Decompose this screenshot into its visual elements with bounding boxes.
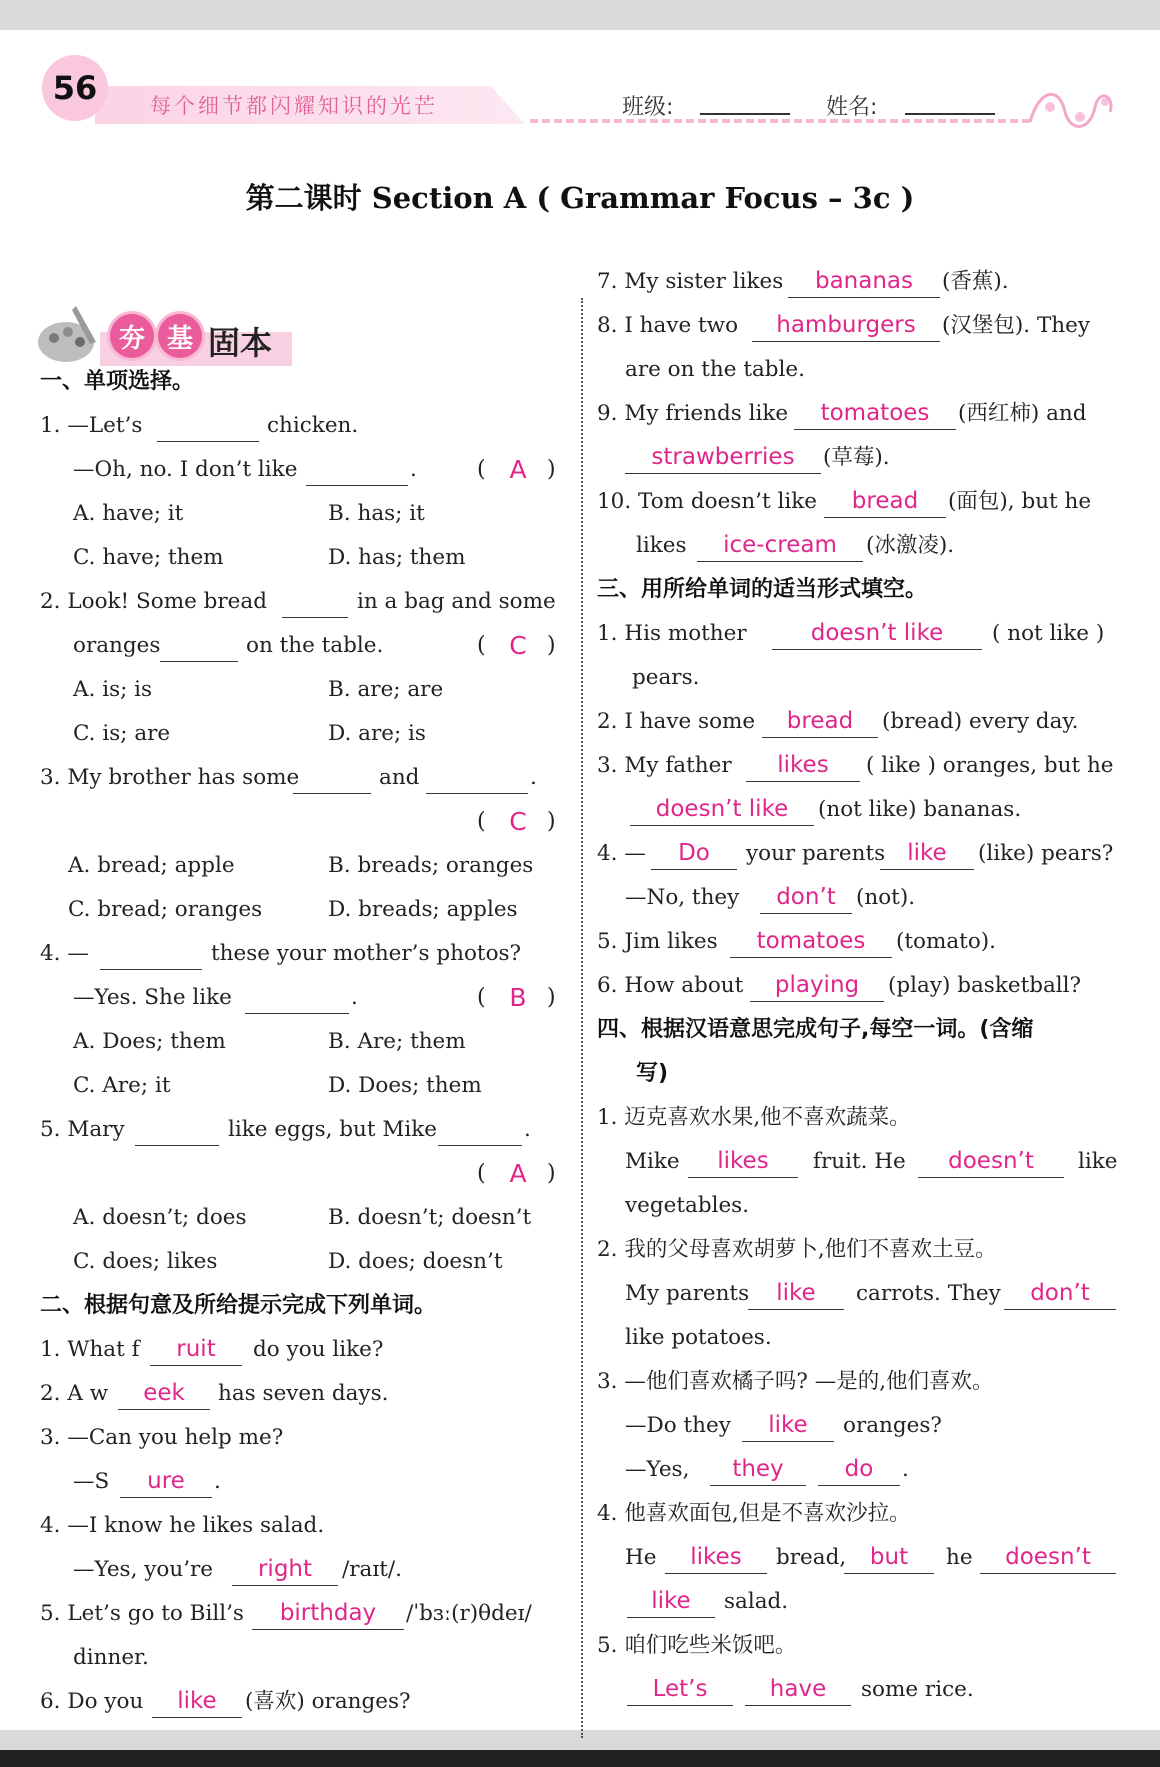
s3-item4-text-e: (not).: [856, 885, 916, 910]
s4-item1-chinese: 1. 迈克喜欢水果,他不喜欢蔬菜。: [597, 1105, 911, 1130]
q4-paren-open: (: [477, 985, 486, 1010]
s3-item3-text-c: (not like) bananas.: [818, 797, 1022, 822]
q3-option-a: A. bread; apple: [68, 853, 235, 878]
s4-item1-answer-1: likes: [688, 1147, 798, 1178]
s2-item3-text-c: —S: [73, 1469, 110, 1494]
s2-item4-text-a: 4. —I know he likes salad.: [40, 1513, 325, 1538]
s4-item3-text-a: —Do they: [625, 1413, 731, 1438]
q3-option-c: C. bread; oranges: [68, 897, 263, 922]
q2-text-b: in a bag and some: [357, 589, 556, 614]
q1-paren-close: ): [547, 457, 556, 482]
q4-answer: B: [509, 983, 527, 1012]
s3-item4-text-b: your parents: [746, 841, 886, 866]
q4-blank-1: [100, 939, 202, 970]
s4-item5-answer-2: have: [745, 1675, 851, 1706]
worksheet-page: [0, 30, 1160, 1730]
s2-item2-answer: eek: [118, 1379, 210, 1410]
class-label: 班级:: [622, 95, 674, 120]
s2-item1-text-b: do you like?: [253, 1337, 384, 1362]
s4-item5-chinese: 5. 咱们吃些米饭吧。: [597, 1633, 797, 1658]
s3-item4-text-d: —No, they: [625, 885, 740, 910]
header-slogan: 每个细节都闪耀知识的光芒: [150, 94, 438, 118]
q1-option-c: C. have; them: [73, 545, 224, 570]
s2-item3-text-d: .: [214, 1469, 221, 1494]
lesson-title: 第二课时 Section A ( Grammar Focus – 3c ): [245, 181, 915, 215]
flourish-icon: [1020, 82, 1120, 142]
q2-blank-1: [282, 587, 348, 618]
q2-option-d: D. are; is: [328, 721, 426, 746]
s4-item5-text-a: some rice.: [861, 1677, 974, 1702]
s4-item3-answer-1: like: [742, 1411, 834, 1442]
q3-option-d: D. breads; apples: [328, 897, 518, 922]
name-label: 姓名:: [826, 95, 878, 120]
q3-blank-1: [293, 763, 371, 794]
s4-item4-answer-2: but: [844, 1543, 934, 1574]
s4-item1-text-b: fruit. He: [813, 1149, 906, 1174]
s2-item10-text-b: (面包), but he: [948, 489, 1092, 514]
q4-paren-close: ): [547, 985, 556, 1010]
q3-option-b: B. breads; oranges: [328, 853, 534, 878]
q2-option-c: C. is; are: [73, 721, 171, 746]
palette-icon: [36, 302, 102, 366]
s4-item2-answer-1: like: [748, 1279, 844, 1310]
s2-item1-answer: ruit: [150, 1335, 242, 1366]
s2-item5-answer: birthday: [252, 1599, 404, 1630]
s4-item2-text-c: like potatoes.: [625, 1325, 772, 1350]
s2-item4-text-c: —Yes, you’re: [73, 1557, 214, 1582]
s3-item2-text-a: 2. I have some: [597, 709, 756, 734]
s2-item9-text-b: (西红柿) and: [958, 401, 1087, 426]
class-field: [700, 113, 790, 115]
logo-badge-1: 夯: [110, 314, 154, 358]
logo-text: 固本: [208, 324, 273, 362]
q1-option-a: A. have; it: [73, 501, 184, 526]
s3-item2-answer: bread: [762, 707, 878, 738]
s4-item1-text-c: like: [1078, 1149, 1118, 1174]
s3-item5-text-b: (tomato).: [896, 929, 996, 954]
s4-item2-answer-2: don’t: [1004, 1279, 1116, 1310]
s4-item2-chinese: 2. 我的父母喜欢胡萝卜,他们不喜欢土豆。: [597, 1237, 997, 1262]
section4-heading: 四、根据汉语意思完成句子,每空一词。(含缩: [597, 1017, 1034, 1042]
column-divider: [581, 298, 583, 1738]
q3-text-b: and: [379, 765, 420, 790]
s4-item2-text-a: My parents: [625, 1281, 750, 1306]
q5-option-c: C. does; likes: [73, 1249, 218, 1274]
s4-item3-answer-2: they: [710, 1455, 806, 1486]
q1-answer: A: [509, 455, 527, 484]
q2-text-a: 2. Look! Some bread: [40, 589, 267, 614]
bottom-bar: [0, 1750, 1160, 1767]
s2-item9-text-a: 9. My friends like: [597, 401, 789, 426]
s3-item3-answer-2: doesn’t like: [630, 795, 814, 826]
s2-item8-text-c: are on the table.: [625, 357, 805, 382]
q5-option-a: A. doesn’t; does: [73, 1205, 247, 1230]
header-divider: [530, 119, 1030, 123]
s3-item1-text-a: 1. His mother: [597, 621, 747, 646]
q4-option-b: B. Are; them: [328, 1029, 466, 1054]
s2-item3-answer: ure: [120, 1467, 212, 1498]
s2-item5-text-b: /ˈbɜː(r)θdeɪ/: [406, 1601, 532, 1626]
s2-item10-text-c: likes: [636, 533, 687, 558]
s3-item3-text-b: ( like ) oranges, but he: [866, 753, 1114, 778]
s4-item4-answer-1: likes: [665, 1543, 767, 1574]
q5-paren-close: ): [547, 1161, 556, 1186]
s3-item6-text-a: 6. How about: [597, 973, 744, 998]
q1-paren-open: (: [477, 457, 486, 482]
s3-item3-answer-1: likes: [746, 751, 860, 782]
q3-paren-close: ): [547, 809, 556, 834]
s2-item2-text-a: 2. A w: [40, 1381, 109, 1406]
s2-item4-text-d: /raɪt/.: [342, 1557, 402, 1582]
q4-option-c: C. Are; it: [73, 1073, 171, 1098]
q5-answer: A: [509, 1159, 527, 1188]
s3-item1-answer: doesn’t like: [772, 619, 982, 650]
q2-option-b: B. are; are: [328, 677, 444, 702]
q1-option-b: B. has; it: [328, 501, 425, 526]
s4-item4-chinese: 4. 他喜欢面包,但是不喜欢沙拉。: [597, 1501, 911, 1526]
s2-item8-text-b: (汉堡包). They: [942, 313, 1091, 338]
q2-paren-open: (: [477, 633, 486, 658]
s2-item10-answer-1: bread: [824, 487, 946, 518]
q1-text-d: .: [410, 457, 417, 482]
s3-item4-answer-2: like: [880, 839, 974, 870]
s2-item6-text-b: (喜欢) oranges?: [245, 1689, 411, 1714]
q3-text-a: 3. My brother has some: [40, 765, 300, 790]
section4-heading-cont: 写): [636, 1061, 669, 1086]
s2-item7-text-a: 7. My sister likes: [597, 269, 784, 294]
name-field: [905, 113, 995, 115]
q4-text-d: .: [351, 985, 358, 1010]
s4-item1-text-a: Mike: [625, 1149, 680, 1174]
q2-text-d: on the table.: [246, 633, 384, 658]
section3-heading: 三、用所给单词的适当形式填空。: [597, 577, 928, 602]
q2-paren-close: ): [547, 633, 556, 658]
s2-item5-text-c: dinner.: [73, 1645, 149, 1670]
s2-item7-text-b: (香蕉).: [942, 269, 1009, 294]
s2-item4-answer: right: [232, 1555, 338, 1586]
s2-item8-answer: hamburgers: [752, 311, 940, 342]
s3-item4-answer-1: Do: [651, 839, 737, 870]
s2-item6-text-a: 6. Do you: [40, 1689, 144, 1714]
q2-blank-2: [160, 631, 238, 662]
q1-text-c: —Oh, no. I don’t like: [73, 457, 298, 482]
q5-text-a: 5. Mary: [40, 1117, 125, 1142]
s4-item4-text-a: He: [625, 1545, 657, 1570]
q1-blank-2: [306, 455, 408, 486]
s4-item3-chinese: 3. —他们喜欢橘子吗? —是的,他们喜欢。: [597, 1369, 994, 1394]
s3-item2-text-b: (bread) every day.: [882, 709, 1079, 734]
q1-text-a: 1. —Let’s: [40, 413, 143, 438]
q3-paren-open: (: [477, 809, 486, 834]
s4-item3-text-c: —Yes,: [625, 1457, 690, 1482]
q5-option-d: D. does; doesn’t: [328, 1249, 503, 1274]
s3-item1-text-b: ( not like ): [992, 621, 1105, 646]
s2-item3-text-a: 3. —Can you help me?: [40, 1425, 284, 1450]
s4-item5-answer-1: Let’s: [627, 1675, 733, 1706]
q5-option-b: B. doesn’t; doesn’t: [328, 1205, 532, 1230]
s4-item2-text-b: carrots. They: [856, 1281, 1001, 1306]
s4-item4-answer-3: doesn’t: [980, 1543, 1116, 1574]
s2-item2-text-b: has seven days.: [218, 1381, 389, 1406]
s4-item1-text-d: vegetables.: [625, 1193, 750, 1218]
q1-text-b: chicken.: [267, 413, 359, 438]
page-number: 56: [42, 55, 108, 121]
s2-item5-text-a: 5. Let’s go to Bill’s: [40, 1601, 244, 1626]
q2-option-a: A. is; is: [73, 677, 153, 702]
logo-badge-2: 基: [158, 314, 202, 358]
s2-item10-answer-2: ice-cream: [697, 531, 863, 562]
s2-item7-answer: bananas: [788, 267, 940, 298]
section2-heading: 二、根据句意及所给提示完成下列单词。: [40, 1293, 437, 1318]
q3-blank-2: [426, 763, 528, 794]
q5-blank-2: [438, 1115, 522, 1146]
s2-item10-text-d: (冰激凌).: [866, 533, 955, 558]
s2-item8-text-a: 8. I have two: [597, 313, 739, 338]
section1-heading: 一、单项选择。: [40, 369, 195, 394]
q4-option-d: D. Does; them: [328, 1073, 482, 1098]
q3-answer: C: [509, 807, 527, 836]
q4-option-a: A. Does; them: [73, 1029, 226, 1054]
s2-item9-text-c: (草莓).: [823, 445, 890, 470]
s2-item1-text-a: 1. What f: [40, 1337, 140, 1362]
s4-item3-answer-3: do: [818, 1455, 900, 1486]
s2-item9-answer-2: strawberries: [625, 443, 821, 474]
s3-item3-text-a: 3. My father: [597, 753, 732, 778]
s2-item9-answer-1: tomatoes: [794, 399, 956, 430]
s3-item6-answer: playing: [750, 971, 884, 1002]
q5-text-b: like eggs, but Mike: [228, 1117, 438, 1142]
q3-text-c: .: [530, 765, 537, 790]
s3-item4-answer-3: don’t: [760, 883, 852, 914]
q4-text-a: 4. —: [40, 941, 89, 966]
s4-item4-answer-4: like: [627, 1587, 715, 1618]
s4-item1-answer-2: doesn’t: [918, 1147, 1064, 1178]
s3-item6-text-b: (play) basketball?: [888, 973, 1082, 998]
s4-item4-text-d: salad.: [724, 1589, 789, 1614]
q4-text-b: these your mother’s photos?: [211, 941, 522, 966]
q2-answer: C: [509, 631, 527, 660]
q5-blank-1: [135, 1115, 219, 1146]
s4-item4-text-c: he: [946, 1545, 973, 1570]
s3-item1-text-c: pears.: [632, 665, 700, 690]
q1-option-d: D. has; them: [328, 545, 466, 570]
q2-text-c: oranges: [73, 633, 161, 658]
s3-item5-text-a: 5. Jim likes: [597, 929, 718, 954]
q4-blank-2: [245, 983, 349, 1014]
s4-item4-text-b: bread,: [776, 1545, 847, 1570]
s4-item3-text-d: .: [902, 1457, 909, 1482]
q5-text-c: .: [524, 1117, 531, 1142]
s4-item3-text-b: oranges?: [843, 1413, 942, 1438]
s3-item4-text-c: (like) pears?: [978, 841, 1114, 866]
q4-text-c: —Yes. She like: [73, 985, 232, 1010]
q1-blank-1: [157, 411, 259, 442]
s2-item6-answer: like: [152, 1687, 242, 1718]
s2-item10-text-a: 10. Tom doesn’t like: [597, 489, 817, 514]
q5-paren-open: (: [477, 1161, 486, 1186]
s3-item5-answer: tomatoes: [730, 927, 892, 958]
s3-item4-text-a: 4. —: [597, 841, 646, 866]
